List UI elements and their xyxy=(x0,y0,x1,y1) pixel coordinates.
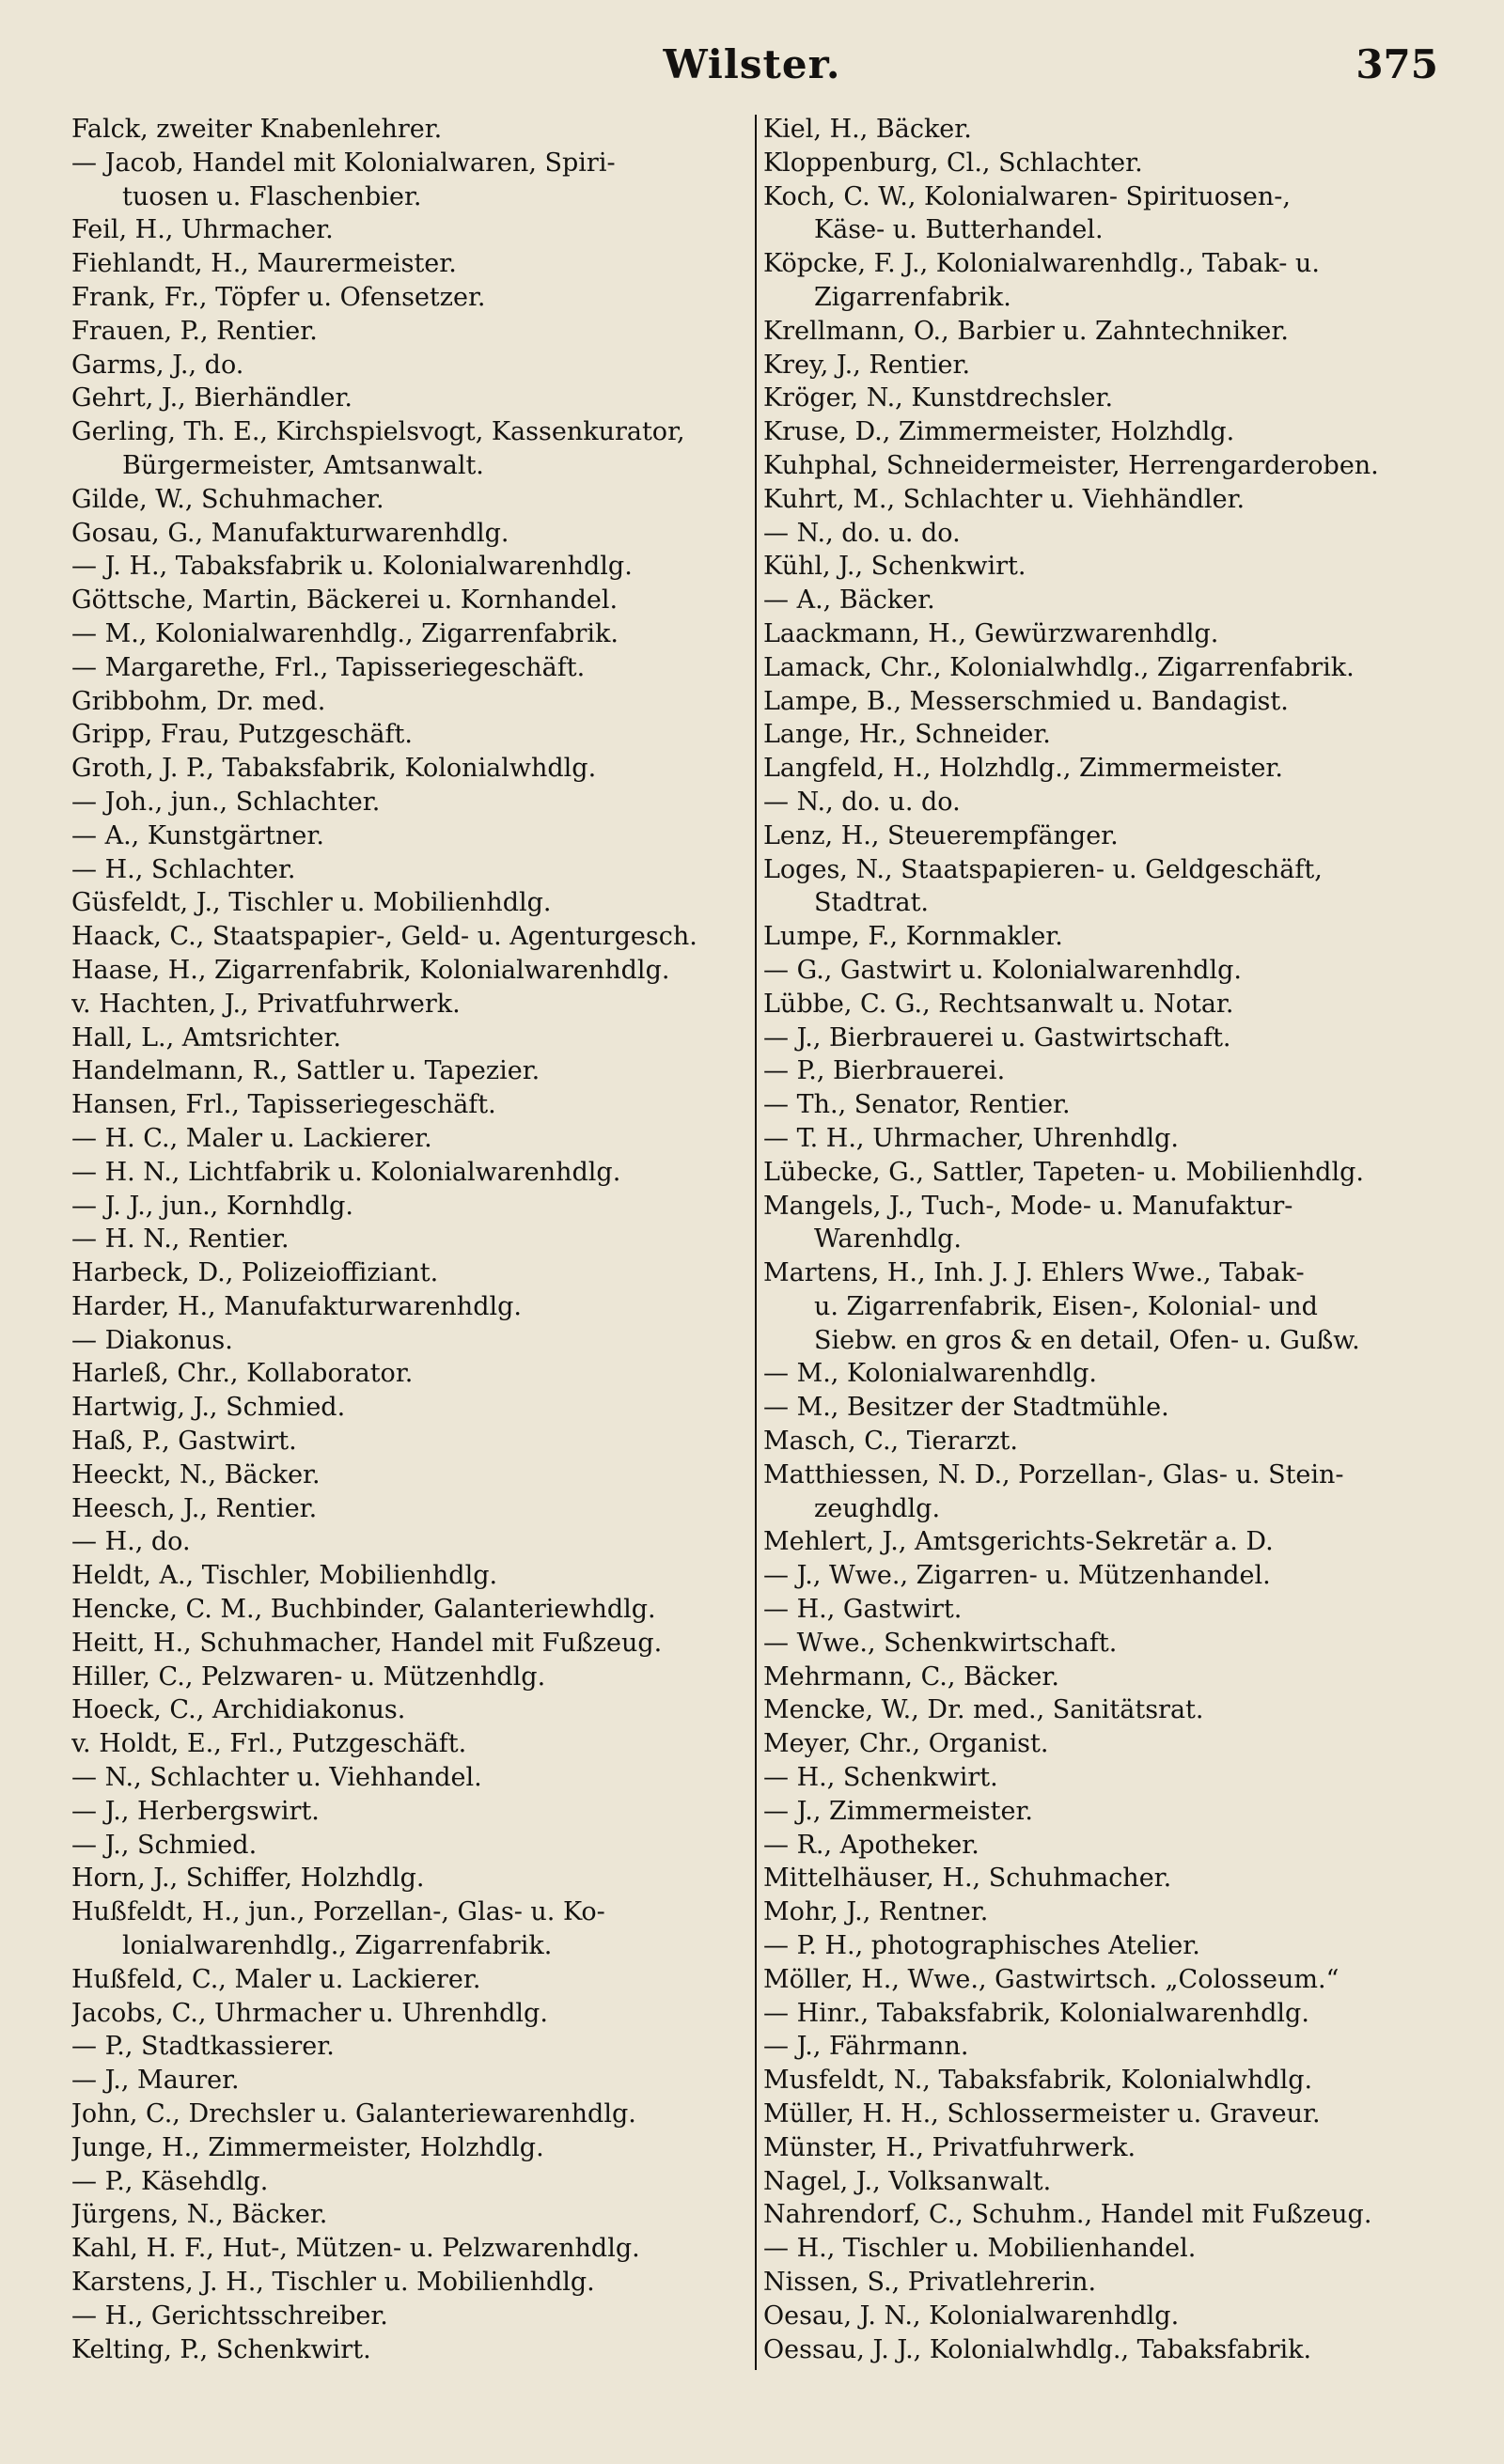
directory-entry: — Margarethe, Frl., Tapisseriegeschäft. xyxy=(71,652,586,682)
directory-entry: — P., Stadtkassierer. xyxy=(71,2032,335,2062)
directory-entry: Falck, zweiter Knabenlehrer. xyxy=(71,115,443,144)
directory-entry-continuation: Stadtrat. xyxy=(814,888,930,918)
page-header xyxy=(0,41,1504,98)
directory-entry: Lampe, B., Messerschmied u. Bandagist. xyxy=(763,686,1289,716)
directory-entry: Kröger, N., Kunstdrechsler. xyxy=(763,383,1114,413)
directory-entry: Hiller, C., Pelzwaren- u. Mützenhdlg. xyxy=(71,1661,546,1692)
directory-entry: Göttsche, Martin, Bäckerei u. Kornhandel. xyxy=(71,585,619,616)
directory-entry: Haack, C., Staatspapier-, Geld- u. Agenturgesch. xyxy=(71,922,697,952)
directory-entry: Hall, L., Amtsrichter. xyxy=(71,1022,341,1053)
directory-entry: — J., Maurer. xyxy=(71,2066,240,2096)
directory-entry: Handelmann, R., Sattler u. Tapezier. xyxy=(71,1056,540,1086)
directory-entry: Hoeck, C., Archidiakonus. xyxy=(71,1695,406,1725)
directory-entry: Gehrt, J., Bierhändler. xyxy=(71,383,352,413)
directory-entry: — J., Zimmermeister. xyxy=(763,1796,1033,1826)
directory-entry: Meyer, Chr., Organist. xyxy=(763,1729,1049,1759)
directory-entry: — P., Bierbrauerei. xyxy=(763,1056,1006,1086)
directory-entry: Mohr, J., Rentner. xyxy=(763,1897,989,1927)
directory-entry: — H., Tischler u. Mobilienhandel. xyxy=(763,2234,1197,2264)
directory-entry: Fiehlandt, H., Maurermeister. xyxy=(71,249,457,279)
directory-entry-continuation: u. Zigarrenfabrik, Eisen-, Kolonial- und xyxy=(814,1291,1318,1321)
directory-entry: — Joh., jun., Schlachter. xyxy=(71,787,381,817)
directory-entry: Hußfeld, C., Maler u. Lackierer. xyxy=(71,1964,481,1994)
directory-entry: — Th., Senator, Rentier. xyxy=(763,1090,1071,1120)
directory-entry: Garms, J., do. xyxy=(71,350,244,380)
directory-entry-continuation: Käse- u. Butterhandel. xyxy=(814,215,1104,245)
directory-entry: Möller, H., Wwe., Gastwirtsch. „Colosseum.“ xyxy=(763,1964,1340,1994)
directory-entry: Karstens, J. H., Tischler u. Mobilienhdlg. xyxy=(71,2268,595,2297)
directory-entry: Nissen, S., Privatlehrerin. xyxy=(763,2268,1097,2297)
directory-entry: v. Hachten, J., Privatfuhrwerk. xyxy=(71,989,461,1019)
directory-entry: — T. H., Uhrmacher, Uhrenhdlg. xyxy=(763,1123,1180,1153)
directory-entry: — N., do. u. do. xyxy=(763,787,961,817)
directory-entry: Lenz, H., Steuerempfänger. xyxy=(763,820,1119,850)
directory-entry: Lange, Hr., Schneider. xyxy=(763,720,1051,750)
directory-entry: Heldt, A., Tischler, Mobilienhdlg. xyxy=(71,1561,498,1591)
directory-entry: Hußfeldt, H., jun., Porzellan-, Glas- u. Ko- xyxy=(71,1897,605,1927)
directory-entry: Münster, H., Privatfuhrwerk. xyxy=(763,2132,1136,2162)
directory-entry: Gribbohm, Dr. med. xyxy=(71,686,326,716)
directory-entry: Lübecke, G., Sattler, Tapeten- u. Mobilienhdlg. xyxy=(763,1157,1364,1187)
directory-entry: — H. N., Lichtfabrik u. Kolonialwarenhdlg. xyxy=(71,1157,621,1187)
directory-entry: Oessau, J. J., Kolonialwhdlg., Tabaksfabrik. xyxy=(763,2334,1312,2364)
directory-entry: — Hinr., Tabaksfabrik, Kolonialwarenhdlg. xyxy=(763,1998,1309,2028)
directory-entry: — A., Kunstgärtner. xyxy=(71,820,324,850)
directory-entry: — Jacob, Handel mit Kolonialwaren, Spiri- xyxy=(71,148,616,178)
directory-entry: Harleß, Chr., Kollaborator. xyxy=(71,1359,414,1389)
directory-entry: Kahl, H. F., Hut-, Mützen- u. Pelzwarenhdlg. xyxy=(71,2234,640,2264)
directory-entry: — H., Schlachter. xyxy=(71,854,296,884)
directory-entry: — J., Wwe., Zigarren- u. Mützenhandel. xyxy=(763,1561,1271,1591)
directory-entry: Gerling, Th. E., Kirchspielsvogt, Kassenkurator, xyxy=(71,417,685,447)
directory-entry: Oesau, J. N., Kolonialwarenhdlg. xyxy=(763,2300,1180,2331)
directory-entry: — P., Käsehdlg. xyxy=(71,2166,269,2196)
directory-entry: Nahrendorf, C., Schuhm., Handel mit Fußzeug. xyxy=(763,2200,1372,2230)
directory-entry: Gripp, Frau, Putzgeschäft. xyxy=(71,720,413,750)
directory-entry: Koch, C. W., Kolonialwaren- Spirituosen-, xyxy=(763,181,1291,211)
directory-entry: — N., Schlachter u. Viehhandel. xyxy=(71,1763,482,1793)
directory-entry: Matthiessen, N. D., Porzellan-, Glas- u. Stein- xyxy=(763,1459,1344,1489)
directory-entry: Nagel, J., Volksanwalt. xyxy=(763,2166,1052,2196)
directory-entry: — Wwe., Schenkwirtschaft. xyxy=(763,1628,1118,1658)
directory-entry: — H., Schenkwirt. xyxy=(763,1763,998,1793)
directory-entry-continuation: Warenhdlg. xyxy=(814,1224,962,1255)
directory-entry: — J., Fährmann. xyxy=(763,2032,969,2062)
directory-entry: Jacobs, C., Uhrmacher u. Uhrenhdlg. xyxy=(71,1998,548,2028)
left-column xyxy=(71,113,746,2378)
directory-entry: — J. H., Tabaksfabrik u. Kolonialwarenhdlg. xyxy=(71,552,633,582)
directory-entry: Hansen, Frl., Tapisseriegeschäft. xyxy=(71,1090,496,1120)
directory-entry: Laackmann, H., Gewürzwarenhdlg. xyxy=(763,618,1219,648)
directory-entry: Horn, J., Schiffer, Holzhdlg. xyxy=(71,1864,425,1894)
directory-entry: Kruse, D., Zimmermeister, Holzhdlg. xyxy=(763,417,1235,447)
directory-entry: Krey, J., Rentier. xyxy=(763,350,971,380)
directory-entry: Kelting, P., Schenkwirt. xyxy=(71,2334,371,2364)
directory-entry: Haß, P., Gastwirt. xyxy=(71,1427,297,1457)
directory-entry: Mencke, W., Dr. med., Sanitätsrat. xyxy=(763,1695,1204,1725)
directory-entry: Lumpe, F., Kornmakler. xyxy=(763,922,1063,952)
directory-entry-continuation: Zigarrenfabrik. xyxy=(814,282,1011,312)
directory-entry: Feil, H., Uhrmacher. xyxy=(71,215,334,245)
directory-entry: Harbeck, D., Polizeioffiziant. xyxy=(71,1258,439,1288)
directory-entry: — H., do. xyxy=(71,1527,191,1557)
directory-entry: Kuhphal, Schneidermeister, Herrengarderoben. xyxy=(763,450,1379,480)
directory-entry: Masch, C., Tierarzt. xyxy=(763,1427,1018,1457)
directory-entry: — A., Bäcker. xyxy=(763,585,935,616)
directory-entry: — Diakonus. xyxy=(71,1325,233,1355)
directory-entry: Frank, Fr., Töpfer u. Ofensetzer. xyxy=(71,282,486,312)
directory-entry: — R., Apotheker. xyxy=(763,1830,979,1860)
directory-entry: Heeckt, N., Bäcker. xyxy=(71,1459,321,1489)
directory-entry-continuation: Bürgermeister, Amtsanwalt. xyxy=(122,450,484,480)
directory-entry-continuation: zeughdlg. xyxy=(814,1493,941,1523)
directory-entry: Kloppenburg, Cl., Schlachter. xyxy=(763,148,1143,178)
directory-entry: Heitt, H., Schuhmacher, Handel mit Fußzeug. xyxy=(71,1628,663,1658)
directory-entry: Langfeld, H., Holzhdlg., Zimmermeister. xyxy=(763,754,1283,784)
directory-entry: Mehlert, J., Amtsgerichts-Sekretär a. D. xyxy=(763,1527,1274,1557)
directory-entry: Kiel, H., Bäcker. xyxy=(763,115,972,144)
directory-entry: v. Holdt, E., Frl., Putzgeschäft. xyxy=(71,1729,467,1759)
directory-entry: — H. C., Maler u. Lackierer. xyxy=(71,1123,432,1153)
directory-entry: Hencke, C. M., Buchbinder, Galanteriewhdlg. xyxy=(71,1595,656,1625)
directory-entry: — H., Gerichtsschreiber. xyxy=(71,2300,388,2331)
directory-entry: Kühl, J., Schenkwirt. xyxy=(763,552,1026,582)
directory-entry: Krellmann, O., Barbier u. Zahntechniker. xyxy=(763,316,1289,346)
directory-entry: Hartwig, J., Schmied. xyxy=(71,1393,346,1423)
directory-entry: — M., Kolonialwarenhdlg., Zigarrenfabrik. xyxy=(71,618,619,648)
directory-entry: Heesch, J., Rentier. xyxy=(71,1493,318,1523)
directory-entry: — H., Gastwirt. xyxy=(763,1595,963,1625)
directory-entry: — J., Schmied. xyxy=(71,1830,258,1860)
directory-entry: — J., Bierbrauerei u. Gastwirtschaft. xyxy=(763,1022,1231,1053)
directory-entry: — M., Besitzer der Stadtmühle. xyxy=(763,1393,1169,1423)
directory-entry: — H. N., Rentier. xyxy=(71,1224,290,1255)
directory-entry-continuation: Siebw. en gros & en detail, Ofen- u. Gußw. xyxy=(814,1325,1360,1355)
directory-entry: Kuhrt, M., Schlachter u. Viehhändler. xyxy=(763,484,1246,514)
directory-entry: — M., Kolonialwarenhdlg. xyxy=(763,1359,1097,1389)
directory-entry: Köpcke, F. J., Kolonialwarenhdlg., Tabak- u. xyxy=(763,249,1320,279)
page-title: Wilster. xyxy=(663,41,841,87)
directory-entry: Groth, J. P., Tabaksfabrik, Kolonialwhdlg. xyxy=(71,754,597,784)
directory-entry: Junge, H., Zimmermeister, Holzhdlg. xyxy=(71,2132,544,2162)
directory-entry: Gilde, W., Schuhmacher. xyxy=(71,484,384,514)
directory-entry: — J. J., jun., Kornhdlg. xyxy=(71,1191,354,1221)
directory-entry: Martens, H., Inh. J. J. Ehlers Wwe., Tabak- xyxy=(763,1258,1305,1288)
column-divider xyxy=(755,115,757,2370)
directory-entry: Haase, H., Zigarrenfabrik, Kolonialwarenhdlg. xyxy=(71,955,670,985)
directory-entry: Gosau, G., Manufakturwarenhdlg. xyxy=(71,518,509,548)
directory-entry: — G., Gastwirt u. Kolonialwarenhdlg. xyxy=(763,955,1242,985)
directory-entry: Lamack, Chr., Kolonialwhdlg., Zigarrenfabrik. xyxy=(763,652,1355,682)
directory-entry: — P. H., photographisches Atelier. xyxy=(763,1931,1200,1961)
directory-entry: Loges, N., Staatspapieren- u. Geldgeschäft, xyxy=(763,854,1323,884)
page-number: 375 xyxy=(1355,41,1438,87)
directory-entry: Mittelhäuser, H., Schuhmacher. xyxy=(763,1864,1172,1894)
directory-entry: John, C., Drechsler u. Galanteriewarenhdlg. xyxy=(71,2099,636,2129)
directory-entry: Mangels, J., Tuch-, Mode- u. Manufaktur- xyxy=(763,1191,1293,1221)
directory-entry-continuation: tuosen u. Flaschenbier. xyxy=(122,181,422,211)
directory-entry: Mehrmann, C., Bäcker. xyxy=(763,1661,1059,1692)
directory-entry: Harder, H., Manufakturwarenhdlg. xyxy=(71,1291,522,1321)
directory-entry: — J., Herbergswirt. xyxy=(71,1796,320,1826)
directory-entry: Frauen, P., Rentier. xyxy=(71,316,318,346)
directory-entry-continuation: lonialwarenhdlg., Zigarrenfabrik. xyxy=(122,1931,553,1961)
directory-entry: Jürgens, N., Bäcker. xyxy=(71,2200,328,2230)
directory-entry: Güsfeldt, J., Tischler u. Mobilienhdlg. xyxy=(71,888,552,918)
right-column xyxy=(763,113,1451,2378)
directory-entry: Lübbe, C. G., Rechtsanwalt u. Notar. xyxy=(763,989,1234,1019)
directory-entry: Musfeldt, N., Tabaksfabrik, Kolonialwhdlg. xyxy=(763,2066,1313,2096)
directory-entry: — N., do. u. do. xyxy=(763,518,961,548)
directory-entry: Müller, H. H., Schlossermeister u. Graveur. xyxy=(763,2099,1321,2129)
